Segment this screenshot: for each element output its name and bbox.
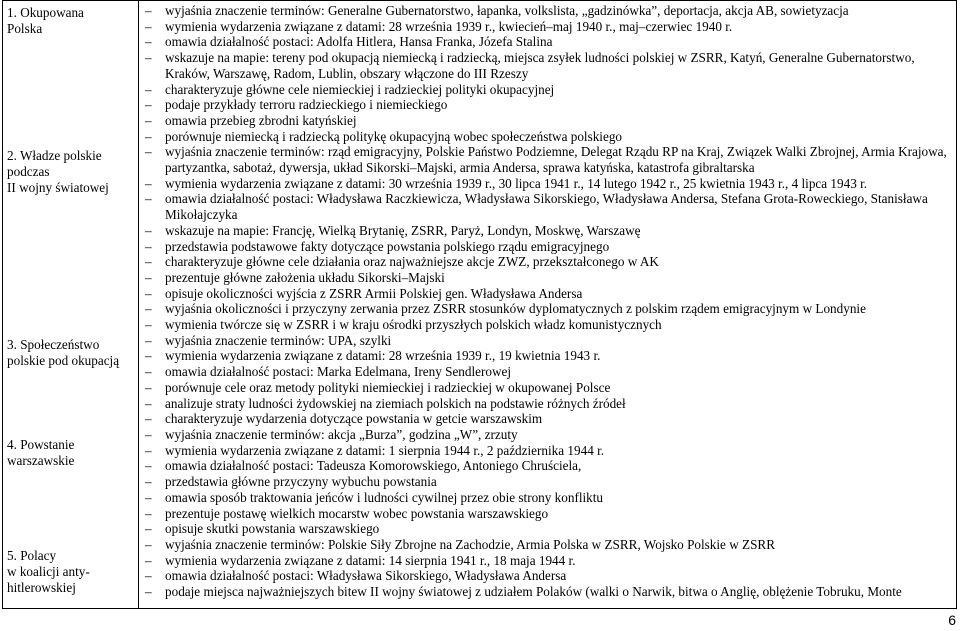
dash-bullet: –	[145, 474, 152, 490]
requirement-item: – omawia działalność postaci: Marka Edelmana, Ireny Sendlerowej	[145, 364, 512, 380]
dash-bullet: –	[145, 128, 152, 144]
dash-bullet: –	[145, 536, 152, 552]
dash-bullet: –	[145, 269, 152, 285]
dash-bullet: –	[145, 3, 152, 18]
topic-label-3: 3. Społeczeństwo polskie pod okupacją	[7, 337, 120, 368]
requirement-item: – omawia działalność postaci: Tadeusza Komorowskiego, Antoniego Chruściela,	[145, 458, 582, 474]
dash-bullet: –	[145, 112, 152, 128]
dash-bullet: –	[145, 317, 152, 333]
requirement-item: – omawia działalność postaci: Adolfa Hitlera, Hansa Franka, Józefa Stalina	[145, 34, 553, 50]
dash-bullet: –	[145, 222, 152, 238]
requirements-column	[139, 1, 957, 609]
dash-bullet: –	[145, 552, 152, 568]
requirement-item: – porównuje niemiecką i radziecką politykę okupacyjną wobec społeczeństwa polskiego	[145, 128, 623, 144]
dash-bullet: –	[145, 395, 152, 411]
requirement-item: – wyjaśnia okoliczności i przyczyny zerwania przez ZSRR stosunków dyplomatycznych z polskim rządem emigracyjnym w Londynie	[145, 301, 866, 317]
requirement-item: – wskazuje na mapie: Francję, Wielką Brytanię, ZSRR, Paryż, Londyn, Moskwę, Warszawę	[145, 222, 641, 238]
requirement-item: – opisuje skutki powstania warszawskiego	[145, 521, 380, 537]
requirement-item: – opisuje okoliczności wyjścia z ZSRR Armii Polskiej gen. Władysława Andersa	[145, 285, 583, 301]
requirement-item: – wyjaśnia znaczenie terminów: UPA, szylki	[145, 332, 392, 348]
requirement-item: – omawia przebieg zbrodni katyńskiej	[145, 112, 357, 128]
dash-bullet: –	[145, 175, 152, 191]
dash-bullet: –	[145, 332, 152, 348]
requirements-list	[139, 1, 956, 600]
dash-bullet: –	[145, 489, 152, 505]
dash-bullet: –	[145, 411, 152, 427]
requirement-item: – wymienia wydarzenia związane z datami: 14 sierpnia 1941 r., 18 maja 1944 r.	[145, 552, 576, 568]
dash-bullet: –	[145, 364, 152, 380]
dash-bullet: –	[145, 442, 152, 458]
topics-column	[3, 1, 139, 609]
topic-label-2: 2. Władze polskie podczas II wojny światowej	[7, 148, 109, 195]
dash-bullet: –	[145, 144, 152, 160]
requirement-item: – podaje przykłady terroru radzieckiego i niemieckiego	[145, 97, 448, 113]
requirement-item: – wymienia wydarzenia związane z datami: 30 września 1939 r., 30 lipca 1941 r., 14 lutego 1942 r., 25 kwietnia 1943 r., 4 lipca 1943 r.	[145, 175, 868, 191]
curriculum-table	[2, 0, 957, 609]
requirement-item: – przedstawia podstawowe fakty dotyczące powstania polskiego rządu emigracyjnego	[145, 238, 610, 254]
requirement-item: – wyjaśnia znaczenie terminów: akcja „Burza”, godzina „W”, zrzuty	[145, 426, 518, 442]
dash-bullet: –	[145, 81, 152, 97]
dash-bullet: –	[145, 238, 152, 254]
requirement-item: – wymienia wydarzenia związane z datami: 28 września 1939 r., 19 kwietnia 1943 r.	[145, 348, 601, 364]
dash-bullet: –	[145, 521, 152, 537]
requirement-item: – prezentuje główne założenia układu Sikorski–Majski	[145, 269, 445, 285]
dash-bullet: –	[145, 426, 152, 442]
dash-bullet: –	[145, 34, 152, 50]
requirement-item: – omawia działalność postaci: Władysława Sikorskiego, Władysława Andersa	[145, 568, 567, 584]
requirement-item: – omawia działalność postaci: Władysława Raczkiewicza, Władysława Sikorskiego, Władysława Andersa, Stefana Grota-Roweckiego, Stanisława Mikołajczyka	[145, 191, 928, 223]
topic-label-5: 5. Polacy w koalicji anty- hitlerowskiej	[7, 548, 90, 595]
requirement-item: – charakteryzuje główne cele działania oraz najważniejsze akcje ZWZ, przekształconego w AK	[145, 254, 659, 270]
dash-bullet: –	[145, 301, 152, 317]
dash-bullet: –	[145, 18, 152, 34]
requirement-item: – wymienia twórcze się w ZSRR i w kraju ośrodki przyszłych polskich władz komunistycznych	[145, 317, 662, 333]
requirement-item: – wymienia wydarzenia związane z datami: 1 sierpnia 1944 r., 2 października 1944 r.	[145, 442, 605, 458]
requirement-item: – wyjaśnia znaczenie terminów: rząd emigracyjny, Polskie Państwo Podziemne, Delegat Rządu RP na Kraj, Związek Walki Zbrojnej, Armia Krajowa, partyzantka, sabotaż, dywersja, układ Sikorski–Majski, armia Andersa, sprawa katyńska, katastrofa gibraltarska	[145, 144, 947, 176]
dash-bullet: –	[145, 505, 152, 521]
dash-bullet: –	[145, 254, 152, 270]
requirement-item: – porównuje cele oraz metody polityki niemieckiej i radzieckiej w okupowanej Polsce	[145, 379, 611, 395]
requirement-item: – wskazuje na mapie: tereny pod okupacją niemiecką i radziecką, miejsca zsyłek ludności polskiej w ZSRR, Katyń, Generalne Gubernatorstwo, Kraków, Warszawę, Radom, Lublin, obszary włączone do III Rzeszy	[145, 50, 915, 81]
requirement-item: – charakteryzuje wydarzenia dotyczące powstania w getcie warszawskim	[145, 411, 543, 427]
page-number: 6	[948, 612, 956, 628]
requirement-item: – przedstawia główne przyczyny wybuchu powstania	[145, 474, 437, 490]
dash-bullet: –	[145, 285, 152, 301]
requirement-item: – prezentuje postawę wielkich mocarstw wobec powstania warszawskiego	[145, 505, 549, 521]
dash-bullet: –	[145, 50, 152, 66]
requirement-item: – wyjaśnia znaczenie terminów: Polskie Siły Zbrojne na Zachodzie, Armia Polska w ZSRR, Wojsko Polskie w ZSRR	[145, 536, 776, 552]
dash-bullet: –	[145, 458, 152, 474]
topic-label-1: 1. Okupowana Polska	[7, 5, 84, 36]
dash-bullet: –	[145, 568, 152, 584]
requirement-item: – omawia sposób traktowania jeńców i ludności cywilnej przez obie strony konfliktu	[145, 489, 604, 505]
requirement-item: – charakteryzuje główne cele niemieckiej i radzieckiej polityki okupacyjnej	[145, 81, 555, 97]
requirement-item: – wymienia wydarzenia związane z datami: 28 września 1939 r., kwiecień–maj 1940 r., maj–czerwiec 1940 r.	[145, 18, 733, 34]
requirement-item: – wyjaśnia znaczenie terminów: Generalne Gubernatorstwo, łapanka, volkslista, „gadzinówka”, deportacja, akcja AB, sowietyzacja	[145, 3, 849, 18]
dash-bullet: –	[145, 379, 152, 395]
dash-bullet: –	[145, 584, 152, 600]
topic-label-4: 4. Powstanie warszawskie	[7, 437, 75, 468]
dash-bullet: –	[145, 97, 152, 113]
requirement-item: – analizuje straty ludności żydowskiej na ziemiach polskich na podstawie różnych źródeł	[145, 395, 626, 411]
requirement-item: – podaje miejsca najważniejszych bitew II wojny światowej z udziałem Polaków (walki o Narwik, bitwa o Anglię, oblężenie Tobruku, Monte	[145, 584, 902, 600]
dash-bullet: –	[145, 348, 152, 364]
dash-bullet: –	[145, 191, 152, 207]
